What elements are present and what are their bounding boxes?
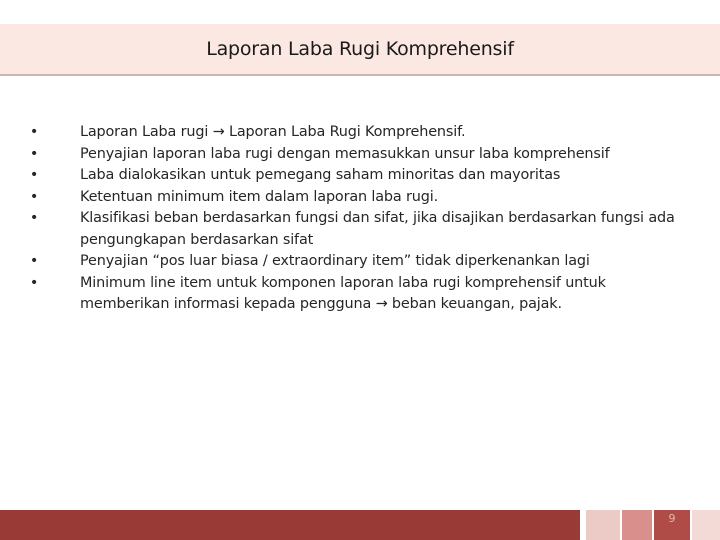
bullet-icon: • [29,167,39,183]
footer-accent-block [586,510,620,540]
bullet-icon: • [29,124,39,140]
footer-accent-block [622,510,652,540]
bullet-icon: • [29,188,39,205]
bullet-icon: • [29,274,39,291]
bullet-text: Penyajian “pos luar biasa / extraordinary item” tidak diperkenankan lagi [80,253,590,269]
bullet-text: Laporan Laba rugi [80,124,213,140]
bullet-text: Penyajian laporan laba rugi dengan memasukkan unsur laba komprehensif [80,145,610,162]
bullet-text: Ketentuan minimum item dalam laporan laba rugi. [80,188,439,205]
bullet-text: beban keuangan, pajak. [387,296,562,312]
bullet-item [28,187,698,209]
bullet-item [28,144,698,166]
bullet-item [28,122,698,144]
footer-accent-block [692,510,720,540]
footer-bar [0,510,720,540]
bullet-icon: • [29,253,39,269]
bullet-text: Klasifikasi beban berdasarkan fungsi dan sifat, jika disajikan berdasarkan fungsi ada pengungkapan berdasarkan sifat [80,210,675,248]
title-bar [0,24,720,76]
bullet-item [28,208,698,251]
bullet-item [28,251,698,273]
bullet-text: Laba dialokasikan untuk pemegang saham minoritas dan mayoritas [80,167,561,183]
bullet-item [28,273,698,316]
footer-main-block [0,510,580,540]
bullet-text: Laporan Laba Rugi Komprehensif. [224,124,466,140]
bullet-list [28,122,698,316]
arrow-right-icon: → [212,124,225,140]
top-strip [0,0,720,24]
arrow-right-icon: → [375,296,388,312]
slide-title: Laporan Laba Rugi Komprehensif [206,38,514,60]
bullet-icon: • [29,145,39,162]
bullet-item [28,165,698,187]
page-number: 9 [668,512,676,525]
bullet-text: Minimum line item untuk komponen laporan laba rugi komprehensif untuk memberikan informasi kepada pengguna [80,274,606,312]
bullet-icon: • [29,210,39,226]
